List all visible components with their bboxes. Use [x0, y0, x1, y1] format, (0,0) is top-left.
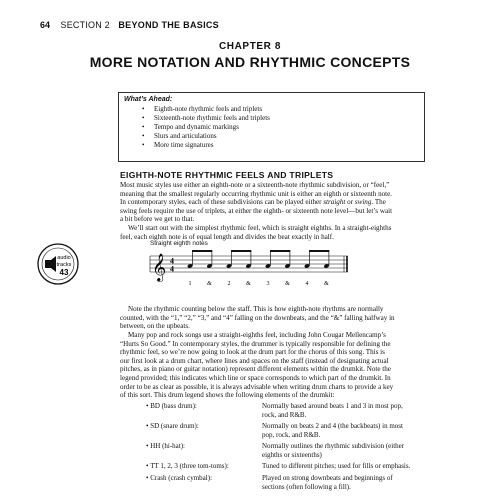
- note-beam: [309, 250, 329, 252]
- chapter-title: MORE NOTATION AND RHYTHMIC CONCEPTS: [89, 54, 411, 70]
- section-heading: EIGHTH-NOTE RHYTHMIC FEELS AND TRIPLETS: [120, 170, 334, 180]
- count-label: &: [324, 281, 329, 287]
- bullet-icon: •: [142, 114, 145, 122]
- bullet-icon: •: [142, 132, 145, 140]
- time-signature-bottom: 4: [170, 264, 174, 274]
- note-beam: [192, 250, 212, 252]
- list-item: • More time signatures: [142, 141, 214, 149]
- note-beam: [270, 250, 290, 252]
- bullet-icon: •: [146, 422, 149, 430]
- paragraph-drum-chart: Many pop and rock songs use a straight-eighths feel, including John Cougar Mellencamp’s “Hurts So Good.” In contemporary styles, the drummer is typically responsible for defining the rhythmic feel, so we’re now going to look at the drum part for the chorus of this song. This is our first look at a drum chart, where lines and spaces on the staff (instead of designating actual pitches, as in piano or guitar notation) represent different elements within the drumkit. Note the legend provided; this indicates which line or space corresponds to which part of the drumkit. In order to be as clear as possible, it is always advisable when writing drum charts to provide a key of this sort. This drum legend shows the following elements of the drumkit:: [120, 331, 394, 400]
- whats-ahead-list: [142, 105, 270, 150]
- count-label: 4: [305, 281, 309, 287]
- count-label: 2: [227, 281, 231, 287]
- paragraph-counting: Note the rhythmic counting below the staff. This is how eighth-note rhythms are normally counted, with the “1,” “2,” “3,” and “4” falling on the downbeats, and the “&” falling halfway in between, on the upbeats.: [120, 305, 395, 331]
- section-label: SECTION 2: [60, 20, 110, 30]
- running-header: [40, 20, 480, 34]
- count-label: 1: [188, 281, 192, 287]
- eighth-notes: [187, 250, 330, 269]
- paragraph-straight-eighths: We’ll start out with the simplest rhythmic feel, which is straight eighths. In a straight-eighths feel, each eighth note is of equal length and divides the beat exactly in half.: [120, 224, 392, 241]
- time-signature-top: 4: [170, 256, 174, 266]
- paragraph-intro: Most music styles use either an eighth-note or a sixteenth-note rhythmic subdivision, or “feel,” meaning that the smallest regularly occurring rhythmic unit is either an eighth or sixteenth note. In contemporary styles, each of these subdivisions can be played either straight or swing. The swing feels require the use of triplets, at either the eighth- or sixteenth note level—but let’s wait a bit before we get to that.: [120, 181, 393, 224]
- audio-label: audio: [57, 255, 71, 261]
- chapter-number: CHAPTER 8: [218, 41, 282, 52]
- bullet-icon: •: [142, 105, 145, 113]
- staff-caption: Straight eighth notes: [150, 240, 208, 247]
- bullet-icon: •: [146, 442, 149, 450]
- bullet-icon: •: [146, 474, 149, 482]
- bullet-icon: •: [146, 462, 149, 470]
- list-item: • Tempo and dynamic markings: [142, 123, 239, 131]
- rhythm-counts: [189, 281, 330, 287]
- treble-clef-icon: 𝄞: [152, 253, 167, 281]
- whats-ahead-label: What’s Ahead:: [124, 96, 173, 103]
- section-name: BEYOND THE BASICS: [118, 20, 219, 30]
- count-label: &: [246, 281, 251, 287]
- list-item: • Eighth-note rhythmic feels and triplets: [142, 105, 263, 113]
- list-item: • Slurs and articulations: [142, 132, 217, 140]
- bullet-icon: •: [142, 141, 145, 149]
- tracks-label: tracks: [56, 262, 72, 268]
- page-number: 64: [40, 20, 51, 30]
- note-beam: [231, 250, 251, 252]
- count-label: &: [207, 281, 212, 287]
- count-label: 3: [266, 281, 270, 287]
- list-item: • Sixteenth-note rhythmic feels and triplets: [142, 114, 270, 122]
- bullet-icon: •: [146, 402, 149, 410]
- music-staff: [148, 248, 353, 304]
- count-label: &: [285, 281, 290, 287]
- bullet-icon: •: [142, 123, 145, 131]
- track-number: 43: [59, 268, 69, 277]
- audio-tracks-icon[interactable]: [36, 242, 80, 286]
